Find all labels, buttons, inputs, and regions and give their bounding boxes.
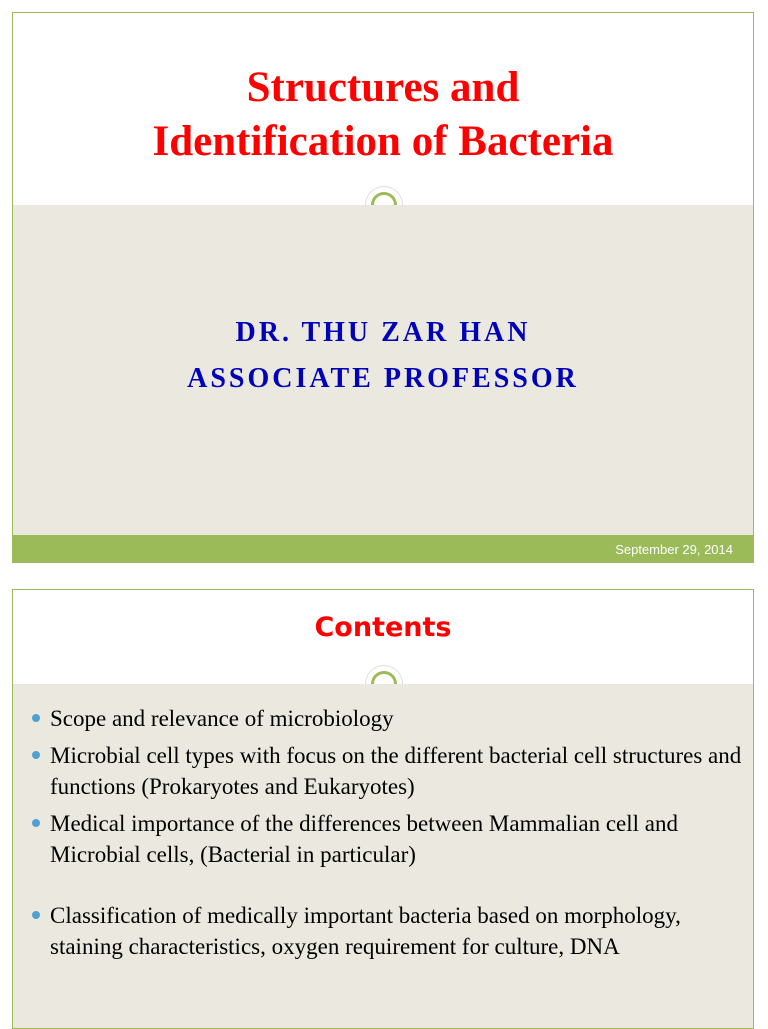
- slide-title-line2: Identification of Bacteria: [152, 118, 614, 165]
- list-item: [50, 740, 750, 802]
- slide-title: [13, 61, 753, 169]
- footer-bar: [13, 535, 753, 562]
- list-item: [50, 900, 750, 962]
- author-name: DR. THU ZAR HAN: [235, 317, 531, 348]
- contents-slide: [12, 589, 754, 1029]
- list-item-text: Classification of medically important bacteria based on morphology, staining characteristics, oxygen requirement for culture, DNA: [50, 903, 681, 959]
- bullet-list: [50, 703, 750, 968]
- list-item-text: Scope and relevance of microbiology: [50, 706, 394, 731]
- bullet-dot-icon: [32, 751, 40, 759]
- contents-title: Contents: [314, 612, 452, 643]
- list-item: [50, 808, 750, 870]
- bullet-dot-icon: [32, 911, 40, 919]
- title-area: [13, 13, 753, 205]
- bullet-dot-icon: [32, 714, 40, 722]
- bullet-dot-icon: [32, 819, 40, 827]
- author-role: ASSOCIATE PROFESSOR: [187, 363, 579, 394]
- list-item-text: Microbial cell types with focus on the different bacterial cell structures and functions (Prokaryotes and Eukaryotes): [50, 743, 742, 799]
- title-slide: [12, 12, 754, 563]
- subtitle-area: [13, 205, 753, 535]
- slide-date: September 29, 2014: [615, 542, 733, 557]
- list-item-text: Medical importance of the differences between Mammalian cell and Microbial cells, (Bacterial in particular): [50, 811, 678, 867]
- slide-title-line1: Structures and: [246, 64, 520, 111]
- list-item: [50, 703, 750, 734]
